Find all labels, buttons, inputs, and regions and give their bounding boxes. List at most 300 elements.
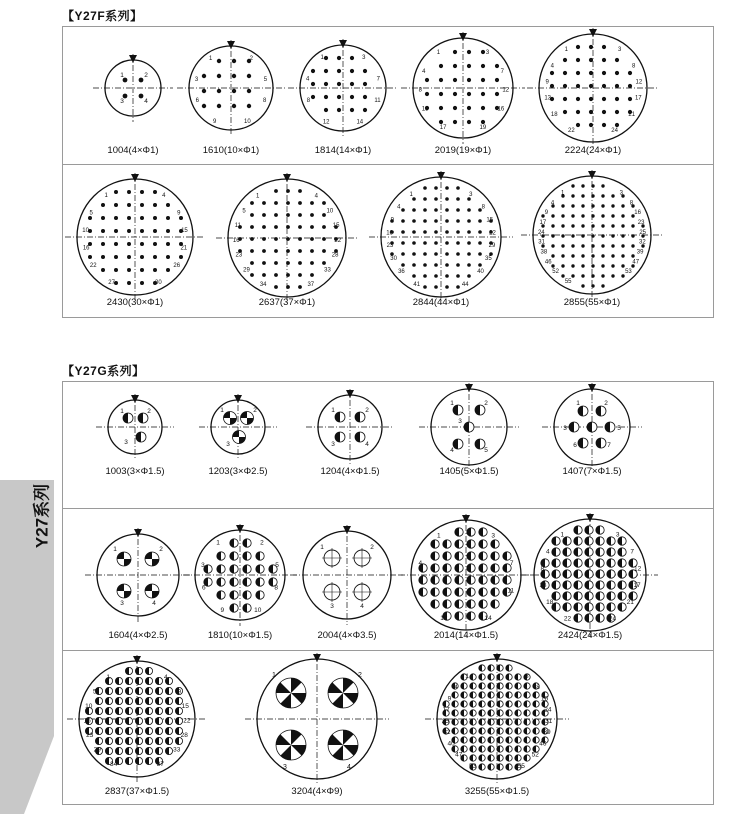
contact-pin — [439, 106, 443, 110]
connector-caption-1407: 1407(7×Φ1.5) — [562, 466, 622, 477]
pin-label: 37 — [307, 282, 315, 289]
pin-label: 13 — [539, 582, 547, 590]
pin-label: 17 — [442, 706, 450, 714]
pin-label: 8 — [418, 87, 422, 94]
pin-label: 9 — [177, 688, 181, 696]
pin-label: 30 — [390, 256, 397, 263]
contact-pin — [412, 230, 416, 234]
connector-2637 — [216, 173, 358, 303]
contact-pin — [274, 225, 278, 229]
contact-pin — [310, 249, 314, 253]
contact-pin — [581, 264, 584, 267]
series-f-title: 【Y27F系列】 — [62, 9, 143, 23]
contact-pin — [628, 97, 632, 101]
pin-label: 3 — [491, 532, 495, 540]
pin-label: 33 — [324, 267, 331, 274]
pin-label: 40 — [477, 268, 484, 275]
contact-pin — [602, 97, 606, 101]
pin-label: 33 — [173, 746, 181, 754]
contact-pin — [563, 97, 567, 101]
contact-pin — [561, 264, 564, 267]
contact-pin — [363, 108, 367, 112]
contact-pin — [310, 201, 314, 205]
pin-label: 17 — [539, 220, 547, 227]
contact-pin — [478, 230, 482, 234]
connector-caption-2844: 2844(44×Φ1) — [412, 297, 470, 308]
contact-pin — [127, 268, 131, 272]
contact-pin — [602, 110, 606, 114]
contact-pin — [140, 281, 144, 285]
pin-label: 12 — [322, 119, 330, 126]
pin-label: 2 — [253, 407, 257, 414]
connector-caption-1203: 1203(3×Φ2.5) — [208, 466, 268, 477]
contact-pin — [217, 89, 221, 93]
contact-pin — [571, 264, 574, 267]
pin-label: 4 — [454, 684, 458, 692]
pin-label: 4 — [545, 548, 550, 556]
contact-pin — [571, 234, 574, 237]
connector-caption-1204: 1204(4×Φ1.5) — [320, 466, 380, 477]
pin-label: 2 — [147, 408, 151, 415]
pin-label: 52 — [552, 269, 559, 276]
pin-label: 3 — [485, 50, 490, 56]
pin-label: 17 — [633, 582, 641, 590]
contact-pin — [456, 263, 460, 267]
pin-label: 12 — [634, 565, 642, 573]
pin-label: 8 — [306, 98, 311, 105]
contact-pin — [434, 197, 438, 201]
pin-label: 6 — [195, 97, 199, 104]
pin-label: 10 — [326, 208, 334, 215]
contact-pin — [363, 69, 367, 73]
pin-label: 10 — [82, 228, 89, 235]
contact-pin — [166, 268, 170, 272]
pin-label: 2 — [260, 539, 264, 547]
contact-pin — [445, 274, 449, 278]
contact-pin — [401, 252, 405, 256]
contact-pin — [495, 78, 499, 82]
contact-pin — [456, 186, 460, 190]
pin-label: 16 — [540, 695, 549, 703]
contact-pin — [591, 224, 594, 227]
contact-pin — [298, 225, 302, 229]
contact-pin — [439, 92, 443, 96]
pin-label: 28 — [180, 732, 188, 740]
contact-pin — [250, 249, 254, 253]
contact-pin — [481, 106, 485, 110]
contact-pin — [247, 104, 251, 108]
connector-1004 — [93, 54, 173, 122]
contact-pin — [589, 45, 593, 49]
contact-pin — [166, 203, 170, 207]
contact-pin — [571, 184, 574, 187]
contact-pin — [621, 264, 624, 267]
contact-pin — [140, 229, 144, 233]
pin-label: 28 — [331, 252, 339, 259]
contact-pin — [591, 184, 594, 187]
contact-pin — [153, 190, 157, 194]
contact-pin — [274, 285, 278, 289]
pin-label: 16 — [232, 237, 240, 244]
connector-2424 — [522, 513, 658, 637]
contact-pin — [601, 244, 604, 247]
pin-label: 3 — [283, 764, 287, 771]
contact-pin — [467, 208, 471, 212]
pin-label: 4 — [365, 441, 369, 448]
pin-label: 3 — [331, 441, 335, 448]
contact-pin — [401, 241, 405, 245]
contact-pin — [445, 186, 449, 190]
contact-pin — [202, 89, 206, 93]
contact-pin — [611, 214, 614, 217]
pin-label: 8 — [536, 684, 540, 692]
contact-pin — [467, 120, 471, 124]
pin-label: 18 — [550, 111, 558, 118]
contact-pin — [114, 242, 118, 246]
contact-pin — [631, 244, 634, 247]
pin-label: 1 — [320, 55, 324, 62]
pin-label: 26 — [173, 262, 181, 269]
contact-pin — [262, 213, 266, 217]
contact-pin — [423, 274, 427, 278]
pin-label: 19 — [479, 125, 487, 131]
contact-pin — [453, 92, 457, 96]
pin-label: 21 — [626, 598, 634, 606]
contact-pin — [412, 219, 416, 223]
pin-label: 46 — [539, 740, 547, 748]
contact-pin — [453, 50, 457, 54]
pin-label: 44 — [461, 281, 469, 288]
pin-label: 12 — [635, 79, 643, 86]
contact-pin — [621, 234, 624, 237]
pin-label: 1 — [560, 531, 565, 539]
contact-pin — [611, 224, 614, 227]
pin-label: 7 — [500, 68, 504, 75]
contact-pin — [611, 254, 614, 257]
pin-label: 15 — [332, 223, 340, 230]
contact-pin — [602, 123, 606, 127]
contact-pin — [453, 78, 457, 82]
contact-pin — [298, 249, 302, 253]
contact-pin — [611, 194, 614, 197]
connector-caption-1004: 1004(4×Φ1) — [107, 145, 159, 156]
connector-1204 — [306, 389, 394, 465]
contact-pin — [481, 78, 485, 82]
pin-label: 1 — [216, 539, 220, 547]
contact-pin — [101, 255, 105, 259]
pin-label: 17 — [634, 95, 642, 102]
pin-label: 1 — [104, 193, 108, 200]
contact-pin — [445, 252, 449, 256]
contact-pin — [628, 84, 632, 88]
contact-pin — [467, 64, 471, 68]
pin-label: 3 — [226, 441, 230, 448]
contact-pin — [127, 255, 131, 259]
contact-pin — [601, 254, 604, 257]
pin-label: 31 — [538, 239, 545, 246]
contact-pin — [602, 71, 606, 75]
contact-pin — [101, 229, 105, 233]
contact-pin — [571, 224, 574, 227]
contact-pin — [140, 190, 144, 194]
pin-label: 5 — [263, 76, 268, 83]
contact-pin — [621, 224, 624, 227]
contact-pin — [563, 58, 567, 62]
contact-pin — [561, 204, 564, 207]
contact-pin — [601, 234, 604, 237]
connector-1407 — [542, 383, 642, 471]
contact-pin — [140, 203, 144, 207]
contact-pin — [551, 234, 554, 237]
contact-pin — [412, 208, 416, 212]
pin-label: 3 — [615, 531, 620, 539]
contact-pin — [602, 84, 606, 88]
contact-pin — [114, 229, 118, 233]
connector-caption-3204: 3204(4×Φ9) — [291, 786, 343, 797]
contact-pin — [166, 216, 170, 220]
contact-pin — [615, 84, 619, 88]
connector-caption-1604: 1604(4×Φ2.5) — [108, 630, 168, 641]
contact-pin — [274, 273, 278, 277]
contact-pin — [467, 252, 471, 256]
connector-3255 — [425, 653, 569, 785]
contact-pin — [401, 208, 405, 212]
pin-label: 3 — [525, 672, 529, 680]
contact-pin — [467, 274, 471, 278]
contact-pin — [250, 273, 254, 277]
contact-pin — [621, 254, 624, 257]
contact-pin — [591, 204, 594, 207]
pin-label: 17 — [439, 125, 447, 131]
pin-label: 1 — [272, 672, 276, 679]
contact-pin — [456, 274, 460, 278]
contact-pin — [581, 224, 584, 227]
pin-label: 53 — [625, 269, 632, 276]
pin-label: 22 — [489, 230, 496, 237]
contact-pin — [551, 214, 554, 217]
pin-label: 7 — [376, 76, 380, 83]
pin-label: 23 — [637, 220, 645, 227]
pin-label: 4 — [550, 63, 555, 70]
contact-pin — [611, 274, 614, 277]
contact-pin — [561, 224, 564, 227]
contact-pin — [232, 89, 236, 93]
contact-pin — [456, 230, 460, 234]
contact-pin — [589, 58, 593, 62]
contact-pin — [467, 106, 471, 110]
contact-pin — [250, 201, 254, 205]
series-g-title: 【Y27G系列】 — [62, 364, 145, 378]
contact-pin — [166, 229, 170, 233]
contact-pin — [322, 213, 326, 217]
pin-label: 2 — [604, 400, 608, 407]
contact-pin — [140, 255, 144, 259]
contact-pin — [551, 254, 554, 257]
contact-pin — [467, 219, 471, 223]
contact-pin — [250, 261, 254, 265]
pin-label: 23 — [235, 252, 243, 259]
pin-label: 3 — [563, 425, 567, 432]
connector-1814 — [288, 39, 398, 137]
pin-label: 4 — [397, 204, 401, 211]
contact-pin — [453, 120, 457, 124]
pin-label: 8 — [540, 565, 545, 573]
pin-label: 10 — [244, 118, 251, 125]
connector-caption-2837: 2837(37×Φ1.5) — [104, 786, 170, 797]
pin-label: 1 — [450, 400, 454, 407]
pin-label: 11 — [234, 223, 241, 230]
pin-label: 25 — [441, 717, 449, 725]
contact-pin — [423, 241, 427, 245]
contact-pin — [601, 214, 604, 217]
pin-label: 2 — [484, 400, 488, 407]
contact-pin — [615, 123, 619, 127]
contact-pin — [445, 208, 449, 212]
pin-label: 10 — [85, 703, 93, 711]
pin-label: 3 — [619, 190, 623, 197]
connector-caption-2014: 2014(14×Φ1.5) — [433, 630, 499, 641]
pin-label: 3 — [120, 600, 124, 607]
contact-pin — [495, 64, 499, 68]
contact-pin — [571, 254, 574, 257]
contact-pin — [322, 261, 326, 265]
pin-label: 3 — [330, 603, 334, 610]
contact-pin — [286, 201, 290, 205]
contact-pin — [611, 234, 614, 237]
contact-pin — [322, 225, 326, 229]
pin-label: 14 — [484, 614, 492, 622]
connector-1604 — [85, 528, 191, 622]
contact-pin — [139, 94, 144, 99]
contact-pin — [262, 249, 266, 253]
contact-pin — [274, 237, 278, 241]
pin-label: 9 — [544, 210, 549, 217]
contact-pin — [202, 104, 206, 108]
contact-pin — [88, 255, 92, 259]
contact-pin — [551, 224, 554, 227]
contact-pin — [286, 237, 290, 241]
connector-caption-2004: 2004(4×Φ3.5) — [317, 630, 377, 641]
contact-pin — [453, 64, 457, 68]
connector-2019 — [401, 32, 525, 144]
contact-pin — [439, 120, 443, 124]
pin-label: 55 — [564, 279, 572, 286]
contact-pin — [445, 263, 449, 267]
pin-label: 55 — [517, 762, 525, 770]
pin-label: 5 — [275, 562, 279, 570]
connector-caption-1810: 1810(10×Φ1.5) — [207, 630, 273, 641]
contact-pin — [445, 285, 449, 289]
contact-pin — [127, 216, 131, 220]
contact-pin — [581, 254, 584, 257]
contact-pin — [423, 252, 427, 256]
contact-pin — [621, 244, 624, 247]
pin-label: 5 — [242, 208, 246, 215]
contact-pin — [127, 242, 131, 246]
contact-pin — [324, 56, 328, 60]
contact-pin — [581, 184, 584, 187]
contact-pin — [601, 224, 604, 227]
pin-label: 30 — [155, 280, 162, 287]
pin-label: 3 — [469, 191, 473, 198]
pin-label: 1 — [120, 72, 124, 79]
contact-pin — [589, 123, 593, 127]
connector-caption-2019: 2019(19×Φ1) — [434, 145, 492, 156]
contact-pin — [478, 219, 482, 223]
pin-label: 11 — [374, 98, 381, 105]
contact-pin — [324, 82, 328, 86]
contact-pin — [310, 261, 314, 265]
contact-pin — [456, 197, 460, 201]
pin-label: 8 — [481, 204, 485, 211]
contact-pin — [561, 244, 564, 247]
pin-label: 21 — [628, 111, 636, 118]
contact-pin — [311, 69, 315, 73]
contact-pin — [439, 64, 443, 68]
contact-pin — [550, 84, 554, 88]
contact-pin — [434, 263, 438, 267]
contact-pin — [286, 273, 290, 277]
pin-label: 3 — [362, 55, 366, 62]
contact-pin — [434, 208, 438, 212]
contact-pin — [232, 74, 236, 78]
contact-pin — [298, 213, 302, 217]
contact-pin — [591, 284, 594, 287]
contact-pin — [217, 59, 221, 63]
pin-label: 22 — [89, 262, 97, 269]
contact-pin — [576, 123, 580, 127]
pin-label: 16 — [82, 245, 90, 252]
contact-pin — [286, 285, 290, 289]
pin-label: 1 — [220, 407, 224, 414]
pin-label: 5 — [93, 688, 97, 696]
pin-label: 1 — [113, 546, 117, 553]
contact-pin — [591, 244, 594, 247]
contact-pin — [401, 219, 405, 223]
contact-pin — [262, 225, 266, 229]
contact-pin — [153, 255, 157, 259]
pin-label: 1 — [209, 55, 213, 62]
contact-pin — [591, 194, 594, 197]
contact-pin — [439, 78, 443, 82]
contact-pin — [478, 241, 482, 245]
contact-pin — [478, 252, 482, 256]
contact-pin — [232, 104, 236, 108]
contact-pin — [423, 230, 427, 234]
connector-1810 — [183, 524, 297, 626]
contact-pin — [456, 252, 460, 256]
pin-label: 4 — [347, 764, 351, 771]
contact-pin — [401, 230, 405, 234]
pin-label: 22 — [568, 128, 575, 135]
pin-label: 1 — [256, 193, 260, 200]
pin-label: 3 — [120, 98, 124, 105]
contact-pin — [581, 214, 584, 217]
contact-pin — [114, 203, 118, 207]
contact-pin — [337, 82, 341, 86]
pin-label: 5 — [89, 210, 93, 217]
connector-2855 — [521, 170, 663, 300]
contact-pin — [631, 224, 634, 227]
contact-pin — [481, 64, 485, 68]
contact-pin — [481, 92, 485, 96]
pin-label: 1 — [331, 407, 335, 414]
contact-pin — [247, 74, 251, 78]
contact-pin — [139, 78, 144, 83]
contact-pin — [576, 58, 580, 62]
contact-pin — [127, 190, 131, 194]
contact-pin — [571, 194, 574, 197]
